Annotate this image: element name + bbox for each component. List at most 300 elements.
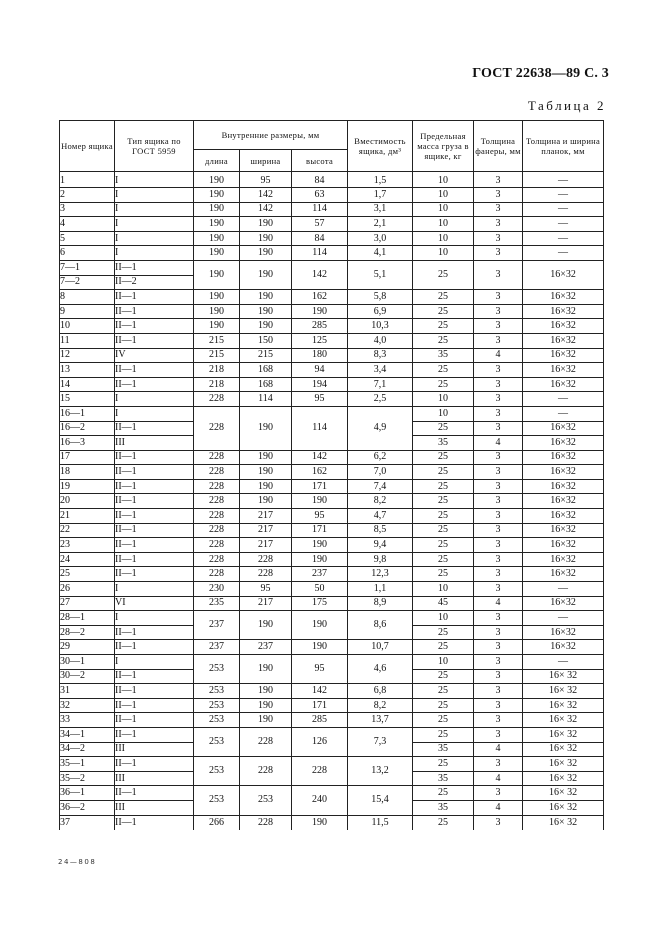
page-header-standard: ГОСТ 22638—89 С. 3 — [472, 66, 609, 81]
table-cell: 3 — [474, 421, 523, 436]
table-row — [60, 231, 604, 246]
table-cell: 16×32 — [523, 304, 604, 319]
table-cell: 84 — [292, 231, 348, 246]
table-cell: 190 — [194, 217, 240, 232]
table-cell: 84 — [292, 172, 348, 188]
table-cell: 10,3 — [348, 319, 413, 334]
table-cell: 16×32 — [523, 538, 604, 553]
table-cell: 228 — [240, 567, 292, 582]
table-cell: II—1 — [115, 333, 194, 348]
table-cell: 228 — [194, 392, 240, 407]
table-cell: 190 — [292, 552, 348, 567]
table-cell: 19 — [60, 479, 115, 494]
table-cell: 28—2 — [60, 625, 115, 640]
table-cell: 228 — [194, 479, 240, 494]
table-row — [60, 582, 604, 597]
table-cell: 4,1 — [348, 246, 413, 261]
table-cell: 25 — [413, 538, 474, 553]
table-cell: 3 — [474, 465, 523, 480]
table-cell: 95 — [240, 582, 292, 597]
table-cell: II—1 — [115, 304, 194, 319]
table-row — [60, 786, 604, 801]
table-cell: 25 — [413, 640, 474, 655]
table-row — [60, 202, 604, 217]
table-cell: 35—1 — [60, 757, 115, 772]
table-row — [60, 523, 604, 538]
table-cell: 30—2 — [60, 669, 115, 684]
table-cell: II—1 — [115, 625, 194, 640]
table-cell: 171 — [292, 698, 348, 713]
table-cell: 16×32 — [523, 260, 604, 289]
table-cell: 13 — [60, 363, 115, 378]
table-cell: 1,7 — [348, 188, 413, 203]
table-cell: 35 — [413, 742, 474, 757]
table-cell: 2 — [60, 188, 115, 203]
table-row — [60, 377, 604, 392]
table-cell: I — [115, 217, 194, 232]
table-cell: 22 — [60, 523, 115, 538]
table-cell: 3 — [474, 523, 523, 538]
table-row — [60, 363, 604, 378]
table-cell: 16× 32 — [523, 800, 604, 815]
table-cell: 95 — [292, 655, 348, 684]
table-cell: 3 — [474, 815, 523, 830]
table-cell: 285 — [292, 319, 348, 334]
table-cell: I — [115, 172, 194, 188]
table-cell: 33 — [60, 713, 115, 728]
table-cell: 11 — [60, 333, 115, 348]
table-row — [60, 246, 604, 261]
table-cell: — — [523, 231, 604, 246]
table-cell: 228 — [194, 494, 240, 509]
table-cell: 217 — [240, 596, 292, 611]
col-header-inner-dims: Внутренние размеры, мм — [194, 121, 348, 150]
table-cell: 3 — [474, 450, 523, 465]
col-header-plywood: Толщина фанеры, мм — [474, 121, 523, 172]
table-cell: 35 — [413, 800, 474, 815]
table-cell: 190 — [240, 684, 292, 699]
table-cell: 190 — [194, 246, 240, 261]
col-header-planks: Толщина и ширина планок, мм — [523, 121, 604, 172]
table-cell: 253 — [240, 786, 292, 815]
table-cell: 168 — [240, 363, 292, 378]
table-cell: 190 — [240, 319, 292, 334]
table-cell: 45 — [413, 596, 474, 611]
table-cell: 228 — [194, 450, 240, 465]
table-cell: 190 — [240, 713, 292, 728]
table-cell: 25 — [413, 552, 474, 567]
table-cell: 23 — [60, 538, 115, 553]
table-cell: 235 — [194, 596, 240, 611]
table-row — [60, 406, 604, 421]
table-cell: I — [115, 406, 194, 421]
table-cell: 190 — [292, 304, 348, 319]
table-cell: 34—1 — [60, 727, 115, 742]
table-cell: 12 — [60, 348, 115, 363]
table-cell: 10 — [413, 217, 474, 232]
col-header-type: Тип ящика по ГОСТ 5959 — [115, 121, 194, 172]
table-cell: II—1 — [115, 523, 194, 538]
table-cell: — — [523, 246, 604, 261]
table-cell: 6 — [60, 246, 115, 261]
table-cell: 16×32 — [523, 552, 604, 567]
table-cell: II—1 — [115, 684, 194, 699]
table-cell: 16× 32 — [523, 698, 604, 713]
table-cell: 25 — [413, 523, 474, 538]
table-cell: 5,8 — [348, 290, 413, 305]
table-cell: 10 — [413, 188, 474, 203]
table-cell: 10 — [413, 392, 474, 407]
table-cell: 3 — [474, 260, 523, 289]
table-row — [60, 596, 604, 611]
footer-code: 24—808 — [58, 858, 97, 866]
table-cell: 11,5 — [348, 815, 413, 830]
table-cell: 3 — [474, 172, 523, 188]
table-cell: 8,9 — [348, 596, 413, 611]
table-cell: 3 — [474, 304, 523, 319]
table-cell: 25 — [413, 333, 474, 348]
table-cell: 3 — [60, 202, 115, 217]
table-cell: 10 — [413, 655, 474, 670]
table-cell: 237 — [194, 640, 240, 655]
table-cell: 16×32 — [523, 450, 604, 465]
table-cell: 36—2 — [60, 800, 115, 815]
table-cell: 114 — [292, 246, 348, 261]
table-cell: 253 — [194, 698, 240, 713]
table-cell: 31 — [60, 684, 115, 699]
table-cell: 190 — [194, 231, 240, 246]
table-row — [60, 188, 604, 203]
table-cell: 25 — [413, 684, 474, 699]
table-cell: 228 — [194, 538, 240, 553]
table-cell: II—1 — [115, 727, 194, 742]
table-cell: 16—2 — [60, 421, 115, 436]
table-cell: 228 — [240, 727, 292, 756]
col-header-number: Номер ящика — [60, 121, 115, 172]
table-cell: 5 — [60, 231, 115, 246]
table-cell: 3 — [474, 377, 523, 392]
table-cell: 190 — [240, 698, 292, 713]
table-cell: 190 — [240, 231, 292, 246]
table-row — [60, 640, 604, 655]
table-cell: II—1 — [115, 260, 194, 275]
table-cell: 35 — [413, 771, 474, 786]
table-cell: 190 — [240, 217, 292, 232]
table-cell: 35—2 — [60, 771, 115, 786]
table-row — [60, 684, 604, 699]
table-cell: II—1 — [115, 377, 194, 392]
table-cell: I — [115, 202, 194, 217]
table-cell: I — [115, 246, 194, 261]
table-cell: II—2 — [115, 275, 194, 290]
table-cell: II—1 — [115, 698, 194, 713]
table-cell: 10 — [413, 246, 474, 261]
table-cell: 34—2 — [60, 742, 115, 757]
table-cell: 16× 32 — [523, 684, 604, 699]
table-cell: II—1 — [115, 640, 194, 655]
table-cell: 25 — [413, 669, 474, 684]
table-cell: 36—1 — [60, 786, 115, 801]
table-cell: 253 — [194, 727, 240, 756]
table-row — [60, 815, 604, 830]
table-cell: 228 — [194, 567, 240, 582]
table-cell: 228 — [194, 406, 240, 450]
table-cell: 126 — [292, 727, 348, 756]
table-cell: 3 — [474, 757, 523, 772]
table-cell: 25 — [413, 698, 474, 713]
table-cell: 150 — [240, 333, 292, 348]
table-cell: 29 — [60, 640, 115, 655]
col-header-capacity: Вместимость ящика, дм³ — [348, 121, 413, 172]
table-cell: 8,2 — [348, 494, 413, 509]
table-row — [60, 479, 604, 494]
table-cell: I — [115, 188, 194, 203]
table-cell: 25 — [413, 260, 474, 289]
table-cell: 3 — [474, 655, 523, 670]
table-cell: II—1 — [115, 363, 194, 378]
table-cell: 25 — [413, 713, 474, 728]
table-cell: 4,9 — [348, 406, 413, 450]
table-cell: II—1 — [115, 479, 194, 494]
table-cell: 16×32 — [523, 319, 604, 334]
table-cell: 16×32 — [523, 596, 604, 611]
table-cell: 3 — [474, 698, 523, 713]
table-row — [60, 494, 604, 509]
table-cell: 4 — [60, 217, 115, 232]
table-cell: 3 — [474, 363, 523, 378]
table-cell: 228 — [194, 509, 240, 524]
table-cell: 190 — [240, 611, 292, 640]
table-cell: 190 — [240, 655, 292, 684]
table-cell: II—1 — [115, 509, 194, 524]
table-cell: 16×32 — [523, 436, 604, 451]
table-cell: 10 — [413, 611, 474, 626]
table-row — [60, 290, 604, 305]
table-cell: 266 — [194, 815, 240, 830]
table-cell: 3 — [474, 406, 523, 421]
table-cell: 16×32 — [523, 479, 604, 494]
table-cell: 7,0 — [348, 465, 413, 480]
table-cell: 142 — [240, 188, 292, 203]
table-cell: 3 — [474, 494, 523, 509]
table-cell: 190 — [240, 246, 292, 261]
table-cell: II—1 — [115, 567, 194, 582]
table-cell: 16×32 — [523, 290, 604, 305]
table-cell: 190 — [194, 202, 240, 217]
table-cell: 3 — [474, 188, 523, 203]
table-cell: 190 — [194, 188, 240, 203]
table-cell: 168 — [240, 377, 292, 392]
table-cell: 3 — [474, 727, 523, 742]
table-cell: 10 — [60, 319, 115, 334]
table-row — [60, 304, 604, 319]
table-cell: 3 — [474, 786, 523, 801]
table-cell: 215 — [240, 348, 292, 363]
table-cell: 190 — [240, 494, 292, 509]
table-cell: 162 — [292, 290, 348, 305]
col-header-width: ширина — [240, 150, 292, 172]
table-cell: III — [115, 771, 194, 786]
table-cell: 25 — [413, 319, 474, 334]
table-cell: II—1 — [115, 713, 194, 728]
table-cell: 16×32 — [523, 567, 604, 582]
table-cell: II—1 — [115, 669, 194, 684]
table-cell: 16×32 — [523, 625, 604, 640]
table-cell: 16×32 — [523, 509, 604, 524]
table-cell: 25 — [413, 465, 474, 480]
table-cell: 3 — [474, 246, 523, 261]
table-cell: 95 — [240, 172, 292, 188]
table-cell: — — [523, 202, 604, 217]
table-cell: 16× 32 — [523, 713, 604, 728]
table-cell: III — [115, 800, 194, 815]
table-cell: 16× 32 — [523, 742, 604, 757]
table-cell: 3 — [474, 509, 523, 524]
table-row — [60, 172, 604, 188]
table-row — [60, 698, 604, 713]
table-cell: 162 — [292, 465, 348, 480]
table-cell: 253 — [194, 757, 240, 786]
table-cell: 190 — [292, 815, 348, 830]
table-cell: 57 — [292, 217, 348, 232]
table-cell: 228 — [240, 552, 292, 567]
table-cell: 16×32 — [523, 465, 604, 480]
col-header-height: высота — [292, 150, 348, 172]
table-cell: 142 — [292, 260, 348, 289]
table-cell: 26 — [60, 582, 115, 597]
table-cell: 8,2 — [348, 698, 413, 713]
table-cell: — — [523, 188, 604, 203]
table-cell: 228 — [292, 757, 348, 786]
table-cell: II—1 — [115, 757, 194, 772]
table-cell: — — [523, 217, 604, 232]
table-cell: II—1 — [115, 538, 194, 553]
table-cell: 3 — [474, 625, 523, 640]
table-cell: 37 — [60, 815, 115, 830]
table-cell: 2,5 — [348, 392, 413, 407]
table-cell: 3 — [474, 538, 523, 553]
table-cell: 217 — [240, 509, 292, 524]
table-cell: 3 — [474, 290, 523, 305]
table-cell: 3 — [474, 567, 523, 582]
table-cell: 190 — [240, 406, 292, 450]
table-row — [60, 260, 604, 275]
table-cell: 215 — [194, 348, 240, 363]
table-cell: 4,0 — [348, 333, 413, 348]
table-cell: 27 — [60, 596, 115, 611]
table-cell: 7—1 — [60, 260, 115, 275]
table-row — [60, 465, 604, 480]
table-cell: 35 — [413, 348, 474, 363]
table-cell: 35 — [413, 436, 474, 451]
table-cell: 3 — [474, 333, 523, 348]
table-cell: 3,4 — [348, 363, 413, 378]
table-cell: 190 — [194, 319, 240, 334]
table-cell: 190 — [194, 290, 240, 305]
table-cell: 16× 32 — [523, 669, 604, 684]
table-row — [60, 713, 604, 728]
table-cell: II—1 — [115, 421, 194, 436]
table-cell: 237 — [240, 640, 292, 655]
table-row — [60, 727, 604, 742]
table-row — [60, 567, 604, 582]
table-cell: II—1 — [115, 465, 194, 480]
table-cell: 190 — [194, 260, 240, 289]
table-cell: 6,2 — [348, 450, 413, 465]
table-cell: 25 — [413, 509, 474, 524]
table-cell: 142 — [292, 684, 348, 699]
table-cell: 32 — [60, 698, 115, 713]
table-cell: I — [115, 392, 194, 407]
table-cell: 10,7 — [348, 640, 413, 655]
table-cell: 237 — [194, 611, 240, 640]
table-cell: 190 — [240, 450, 292, 465]
table-cell: 16—1 — [60, 406, 115, 421]
table-row — [60, 509, 604, 524]
table-cell: 10 — [413, 172, 474, 188]
table-cell: II—1 — [115, 786, 194, 801]
table-cell: 253 — [194, 713, 240, 728]
table-cell: 4,6 — [348, 655, 413, 684]
table-cell: 3 — [474, 640, 523, 655]
table-cell: 3,0 — [348, 231, 413, 246]
col-header-max-mass: Предельная масса груза в ящике, кг — [413, 121, 474, 172]
table-cell: 8,5 — [348, 523, 413, 538]
table-cell: 21 — [60, 509, 115, 524]
table-cell: 25 — [413, 290, 474, 305]
table-cell: 1,1 — [348, 582, 413, 597]
table-cell: 217 — [240, 538, 292, 553]
table-cell: 25 — [413, 815, 474, 830]
table-cell: 16×32 — [523, 523, 604, 538]
table-row — [60, 348, 604, 363]
table-cell: 25 — [413, 377, 474, 392]
table-cell: 7,3 — [348, 727, 413, 756]
table-cell: 3 — [474, 392, 523, 407]
table-cell: — — [523, 582, 604, 597]
table-cell: 190 — [240, 465, 292, 480]
table-cell: 114 — [292, 202, 348, 217]
table-cell: 190 — [194, 172, 240, 188]
table-cell: 25 — [413, 625, 474, 640]
table-row — [60, 757, 604, 772]
table-cell: 13,2 — [348, 757, 413, 786]
table-cell: 240 — [292, 786, 348, 815]
table-cell: 190 — [292, 611, 348, 640]
table-cell: 2,1 — [348, 217, 413, 232]
table-cell: 28—1 — [60, 611, 115, 626]
table-cell: 25 — [413, 567, 474, 582]
table-cell: 16× 32 — [523, 727, 604, 742]
table-cell: 16×32 — [523, 421, 604, 436]
table-cell: 190 — [292, 494, 348, 509]
table-cell: 25 — [413, 757, 474, 772]
table-cell: 230 — [194, 582, 240, 597]
table-cell: 3 — [474, 231, 523, 246]
table-cell: 25 — [413, 421, 474, 436]
table-cell: — — [523, 611, 604, 626]
table-cell: — — [523, 406, 604, 421]
table-cell: 1 — [60, 172, 115, 188]
table-cell: 10 — [413, 231, 474, 246]
table-cell: 25 — [413, 304, 474, 319]
table-cell: 190 — [292, 640, 348, 655]
table-cell: 7,1 — [348, 377, 413, 392]
table-cell: 15 — [60, 392, 115, 407]
table-cell: 3 — [474, 684, 523, 699]
table-cell: 95 — [292, 392, 348, 407]
table-cell: 171 — [292, 479, 348, 494]
